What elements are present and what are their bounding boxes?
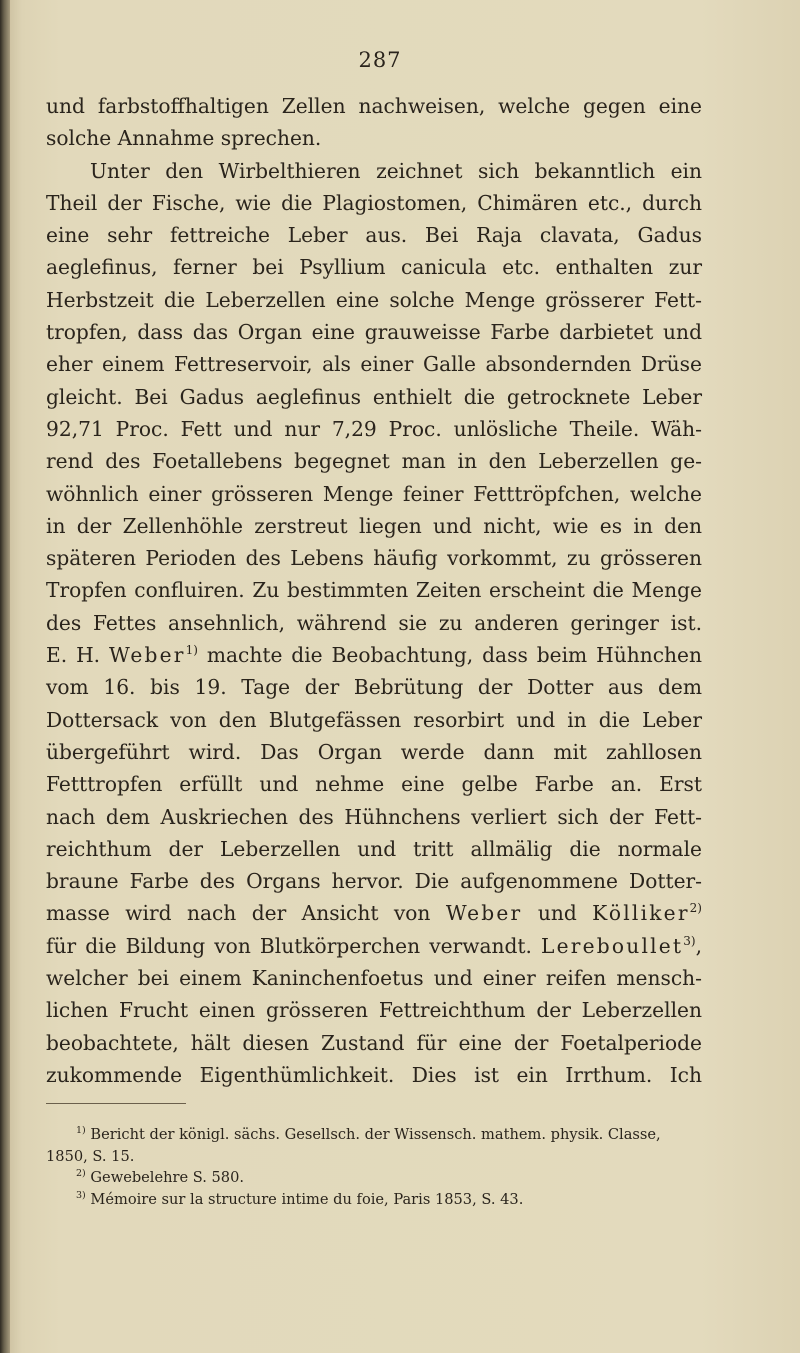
footnote-mark-2: 2)	[689, 901, 702, 916]
footnote-2	[46, 1167, 686, 1189]
text-line-weber	[46, 639, 702, 671]
author-name-lereboullet: Lereboullet	[541, 933, 684, 958]
author-name-weber: Weber	[445, 901, 523, 926]
text-line: Theil der Fische, wie die Plagiostomen, Chimären etc., durch	[46, 190, 702, 215]
author-name-weber: Weber	[109, 643, 186, 668]
text-line: des Fettes ansehnlich, während sie zu anderen geringer ist.	[46, 610, 702, 635]
footnote-mark-1: 1)	[185, 643, 198, 658]
body-text	[46, 90, 702, 1091]
footnote-2-mark: 2)	[76, 1168, 86, 1179]
text-line: Dottersack von den Blutgefässen resorbirt und in die Leber	[46, 707, 702, 732]
footnote-1-text: Bericht der königl. sächs. Gesellsch. der Wissensch. mathem. physik. Classe,	[85, 1126, 661, 1143]
author-name-koelliker: Kölliker	[592, 901, 690, 926]
text-line: Tropfen confluiren. Zu bestimmten Zeiten erscheint die Menge	[46, 578, 702, 603]
text-line: beobachtete, hält diesen Zustand für eine der Foetalperiode	[46, 1030, 702, 1055]
text-line: reichthum der Leberzellen und tritt allmälig die normale	[46, 836, 702, 861]
text-fragment: ,	[695, 933, 702, 958]
text-line: eher einem Fettreservoir, als einer Galle absondernden Drüse	[46, 352, 702, 377]
text-line: 92,71 Proc. Fett und nur 7,29 Proc. unlösliche Theile. Wäh-	[46, 416, 702, 441]
text-line: übergeführt wird. Das Organ werde dann mit zahllosen	[46, 739, 702, 764]
text-line: nach dem Auskriechen des Hühnchens verliert sich der Fett-	[46, 804, 702, 829]
footnote-3-text: Mémoire sur la structure intime du foie, Paris 1853, S. 43.	[85, 1190, 524, 1208]
text-line: tropfen, dass das Organ eine grauweisse Farbe darbietet und	[46, 320, 702, 345]
text-line: rend des Foetallebens begegnet man in den Leberzellen ge-	[46, 449, 702, 474]
footnote-1	[46, 1124, 686, 1146]
text-line: gleicht. Bei Gadus aeglefinus enthielt die getrocknete Leber	[46, 384, 702, 409]
text-line: späteren Perioden des Lebens häufig vorkommt, zu grösseren	[46, 546, 702, 571]
text-line: wöhnlich einer grösseren Menge feiner Fetttröpfchen, welche	[46, 481, 702, 506]
footnotes	[46, 1124, 686, 1210]
text-line: eine sehr fettreiche Leber aus. Bei Raja clavata, Gadus	[46, 223, 702, 248]
footnote-1-continuation: 1850, S. 15.	[46, 1147, 135, 1165]
text-line-koelliker	[46, 897, 702, 929]
text-fragment: masse wird nach der Ansicht von	[46, 901, 446, 926]
text-line: lichen Frucht einen grösseren Fettreichthum der Leberzellen	[46, 998, 702, 1023]
text-line: Fetttropfen erfüllt und nehme eine gelbe Farbe an. Erst	[46, 772, 702, 797]
text-line: welcher bei einem Kaninchenfoetus und einer reifen mensch-	[46, 966, 702, 991]
text-line: braune Farbe des Organs hervor. Die aufgenommene Dotter-	[46, 869, 702, 894]
footnote-1-mark: 1)	[76, 1125, 86, 1136]
footnote-rule	[46, 1103, 186, 1104]
footnote-2-text: Gewebelehre S. 580.	[85, 1169, 245, 1186]
text-line: solche Annahme sprechen.	[46, 126, 322, 151]
text-line: vom 16. bis 19. Tage der Bebrütung der Dotter aus dem	[46, 675, 702, 700]
text-fragment: machte die Beobachtung, dass beim Hühnchen	[206, 643, 702, 668]
text-line: in der Zellenhöhle zerstreut liegen und nicht, wie es in den	[46, 513, 702, 538]
book-spine-shadow	[0, 0, 10, 1353]
author-prefix: E. H.	[46, 643, 110, 668]
footnote-3	[46, 1189, 686, 1211]
footnote-mark-3: 3)	[683, 933, 696, 948]
text-line: aeglefinus, ferner bei Psyllium canicula etc. enthalten zur	[46, 255, 702, 280]
text-fragment: und	[522, 901, 593, 926]
text-line: Unter den Wirbelthieren zeichnet sich bekanntlich ein	[90, 158, 702, 183]
text-line: zukommende Eigenthümlichkeit. Dies ist ein Irrthum. Ich	[46, 1062, 702, 1087]
text-line: und farbstoffhaltigen Zellen nachweisen, welche gegen eine	[46, 94, 702, 118]
text-line-lereboullet	[46, 930, 702, 962]
footnote-3-mark: 3)	[76, 1189, 86, 1201]
text-fragment: für die Bildung von Blutkörperchen verwandt.	[46, 933, 542, 958]
page-number: 287	[358, 48, 402, 72]
text-line: Herbstzeit die Leberzellen eine solche Menge grösserer Fett-	[46, 287, 702, 312]
